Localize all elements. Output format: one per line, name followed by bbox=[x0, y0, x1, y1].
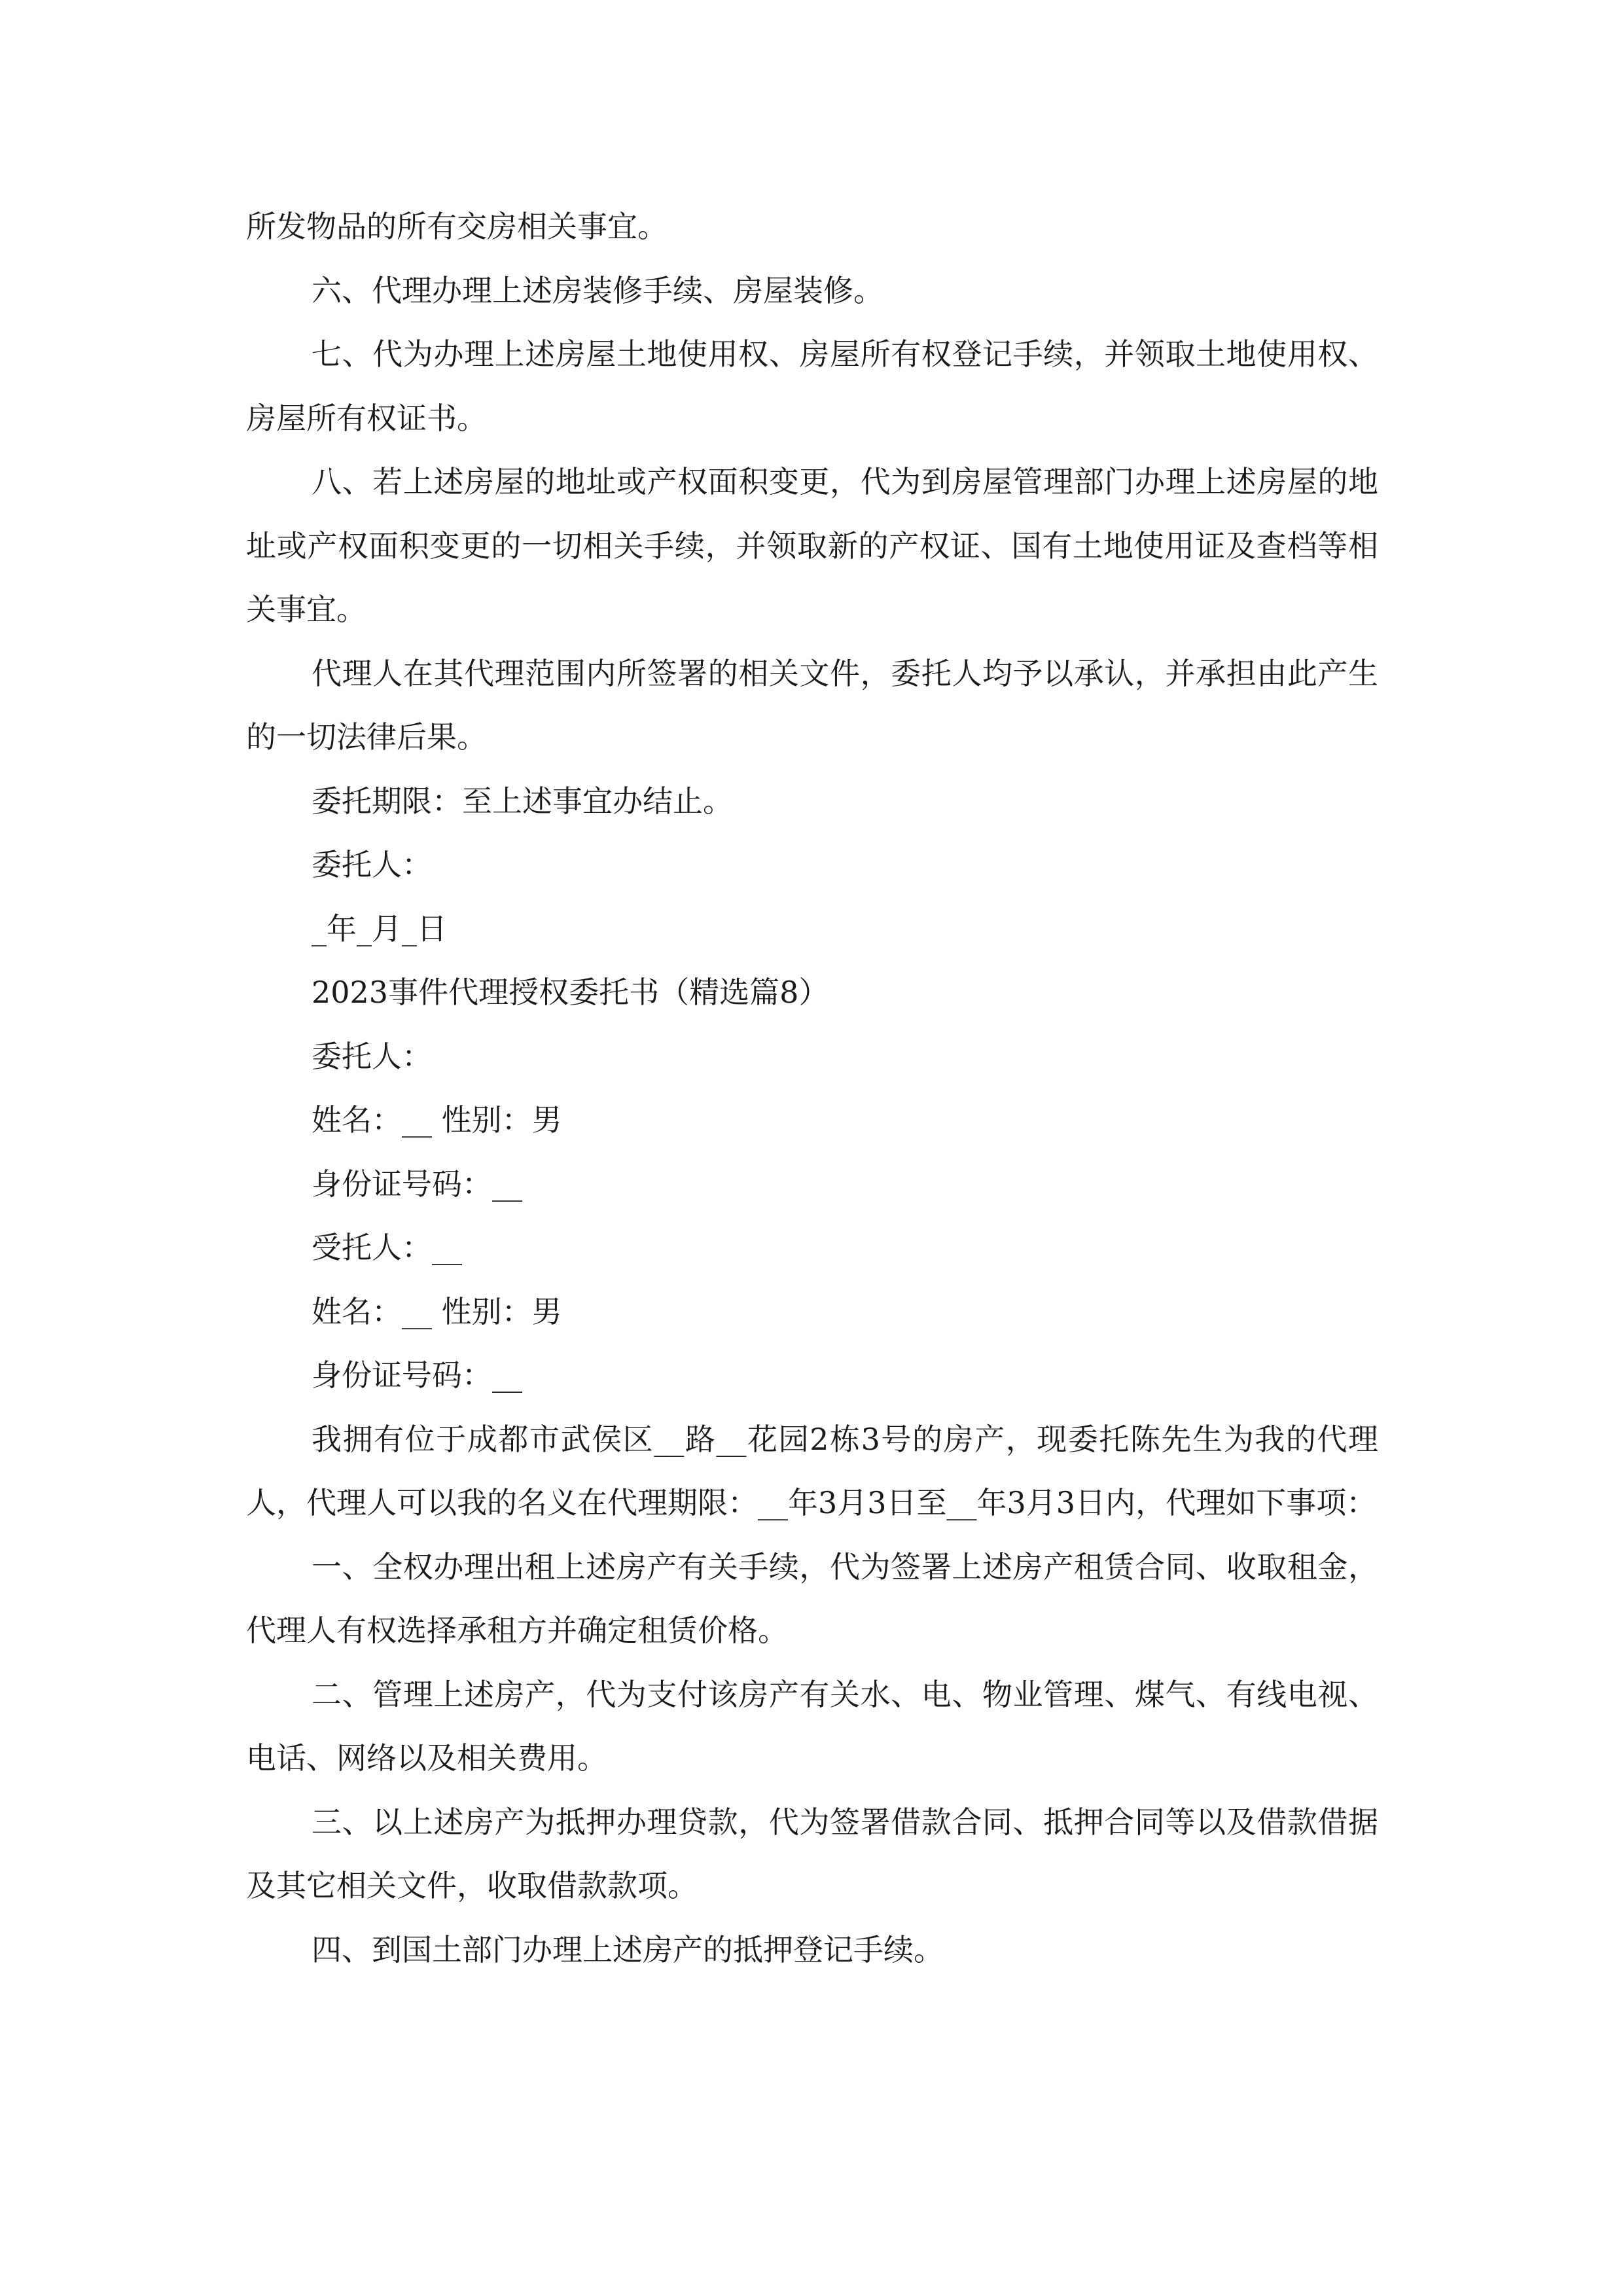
paragraph: 一、全权办理出租上述房产有关手续，代为签署上述房产租赁合同、收取租金，代理人有权选择承租方并确定租赁价格。 bbox=[246, 1549, 1378, 1648]
paragraph: 受托人：__ bbox=[312, 1230, 462, 1265]
paragraph: 四、到国土部门办理上述房产的抵押登记手续。 bbox=[312, 1931, 944, 1967]
paragraph: 委托人： bbox=[312, 1038, 432, 1074]
paragraph: 八、若上述房屋的地址或产权面积变更，代为到房屋管理部门办理上述房屋的地址或产权面积变更的一切相关手续，并领取新的产权证、国有土地使用证及查档等相关事宜。 bbox=[246, 464, 1378, 627]
paragraph: 我拥有位于成都市武侯区__路__花园2栋3号的房产，现委托陈先生为我的代理人，代理人可以我的名义在代理期限：__年3月3日至__年3月3日内，代理如下事项： bbox=[246, 1421, 1378, 1520]
date-line: _年_月_日 bbox=[312, 910, 447, 946]
paragraph: 身份证号码：__ bbox=[312, 1357, 522, 1393]
paragraph: 代理人在其代理范围内所签署的相关文件，委托人均予以承认，并承担由此产生的一切法律后果。 bbox=[246, 655, 1378, 755]
section-heading: 2023事件代理授权委托书（精选篇8） bbox=[312, 975, 829, 1010]
paragraph: 委托人： bbox=[312, 847, 432, 882]
paragraph: 七、代为办理上述房屋土地使用权、房屋所有权登记手续，并领取土地使用权、房屋所有权证书。 bbox=[246, 336, 1378, 436]
document-body bbox=[246, 195, 1378, 1982]
paragraph: 二、管理上述房产，代为支付该房产有关水、电、物业管理、煤气、有线电视、电话、网络以及相关费用。 bbox=[246, 1676, 1378, 1776]
paragraph: 身份证号码：__ bbox=[312, 1166, 522, 1202]
paragraph: 姓名：__ 性别：男 bbox=[312, 1102, 562, 1138]
paragraph: 姓名：__ 性别：男 bbox=[312, 1293, 562, 1329]
paragraph: 三、以上述房产为抵押办理贷款，代为签署借款合同、抵押合同等以及借款借据及其它相关文件，收取借款款项。 bbox=[246, 1804, 1378, 1903]
paragraph: 所发物品的所有交房相关事宜。 bbox=[246, 209, 668, 244]
paragraph: 委托期限：至上述事宜办结止。 bbox=[312, 783, 733, 819]
paragraph: 六、代理办理上述房装修手续、房屋装修。 bbox=[312, 272, 883, 308]
